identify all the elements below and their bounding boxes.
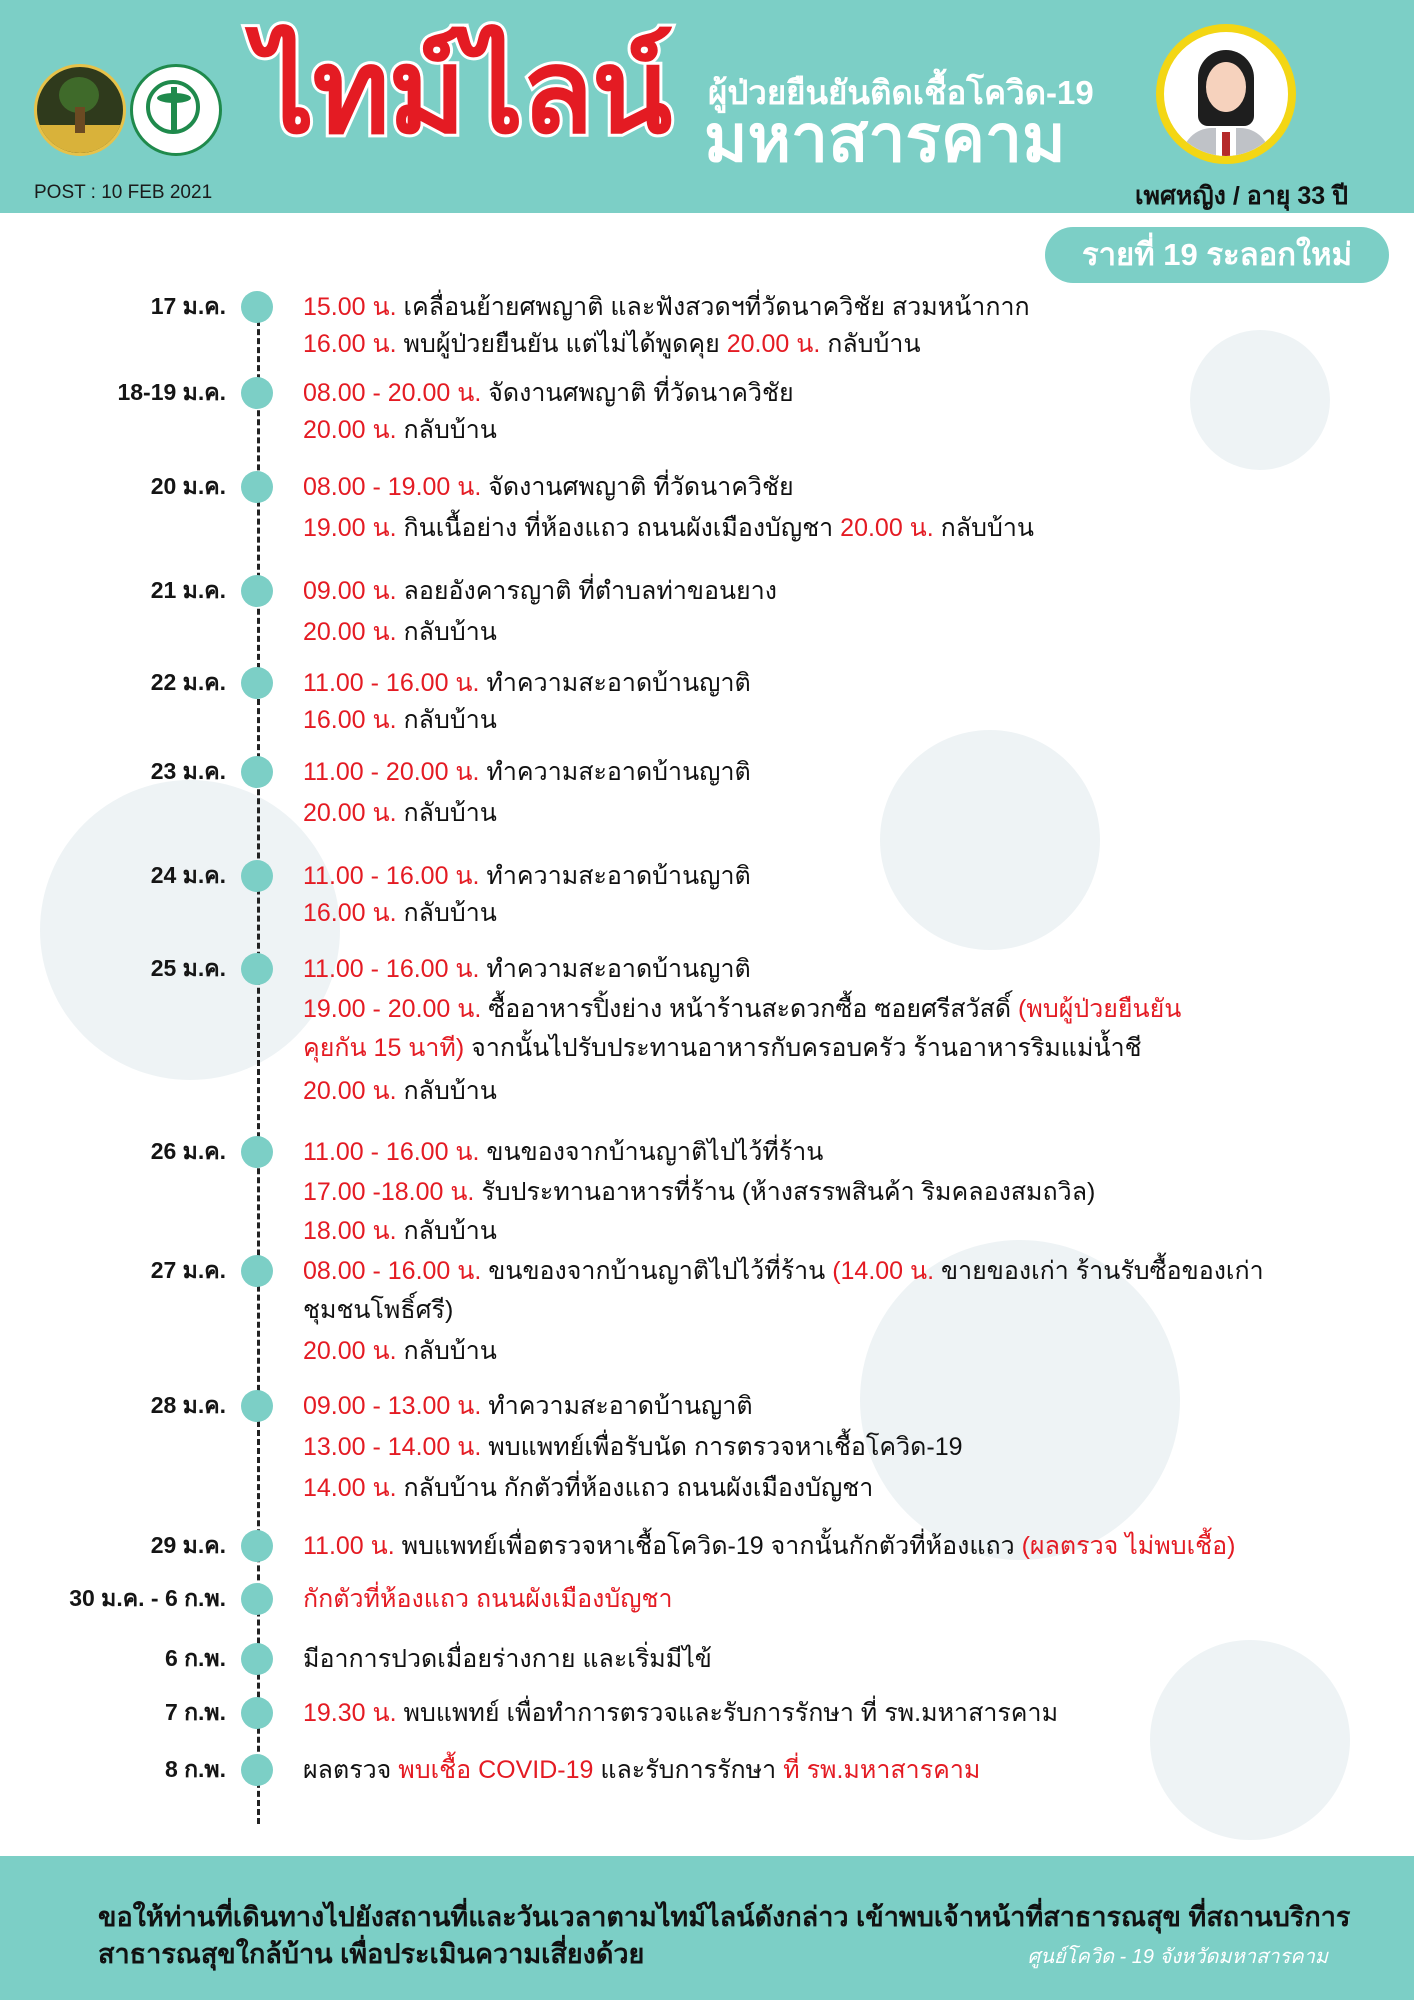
event-text: ซื้ออาหารปิ้งย่าง หน้าร้านสะดวกซื้อ ซอยศรีสวัสดิ์ (481, 995, 1019, 1023)
timeline-event-line (303, 1579, 673, 1619)
event-text: พบผู้ป่วยยืนยัน แต่ไม่ได้พูดคุย (396, 330, 727, 358)
event-text: ทำความสะอาดบ้านญาติ (479, 669, 751, 697)
highlight-text: 20.00 น. (840, 514, 934, 542)
event-text: ขายของเก่า ร้านรับซื้อของเก่า (934, 1257, 1264, 1285)
timeline-event-line (303, 752, 751, 792)
virus-watermark-icon (1190, 330, 1330, 470)
event-text: ผลตรวจ (303, 1756, 399, 1784)
highlight-text: (พบผู้ป่วยยืนยัน (1018, 995, 1182, 1023)
event-text: กลับบ้าน (396, 799, 497, 827)
timeline-date: 17 ม.ค. (150, 293, 226, 319)
page-title: ไทม์ไลน์ (255, 26, 671, 158)
timeline-date: 18-19 ม.ค. (117, 379, 226, 405)
event-text: กินเนื้อย่าง ที่ห้องแถว ถนนผังเมืองบัญชา (396, 514, 841, 542)
timeline-event-line (303, 793, 497, 833)
subtitle-line1: ผู้ป่วยยืนยันติดเชื้อโควิด-19 (708, 74, 1094, 111)
event-text: พบแพทย์เพื่อตรวจหาเชื้อโควิด-19 จากนั้นกักตัวที่ห้องแถว (394, 1532, 1022, 1560)
timeline-event-line (303, 410, 497, 450)
timeline-date: 30 ม.ค. - 6 ก.พ. (69, 1585, 226, 1611)
event-text: จากนั้นไปรับประทานอาหารกับครอบครัว ร้านอาหารริมแม่น้ำชี (464, 1034, 1142, 1062)
timeline-dot (241, 471, 273, 503)
highlight-text: 11.00 - 16.00 น. (303, 1138, 480, 1166)
event-text: กลับบ้าน (396, 1217, 497, 1245)
highlight-text: 11.00 น. (303, 1532, 395, 1560)
event-text: จัดงานศพญาติ ที่วัดนาควิชัย (481, 379, 794, 407)
highlight-text: 20.00 น. (303, 416, 397, 444)
event-text: ทำความสะอาดบ้านญาติ (481, 1392, 753, 1420)
timeline-event-line (303, 1693, 1058, 1733)
event-text: กลับบ้าน (396, 899, 497, 927)
timeline-event-line (303, 989, 1181, 1029)
highlight-text: 16.00 น. (303, 330, 397, 358)
event-text: ลอยอังคารญาติ ที่ตำบลท่าขอนยาง (396, 577, 777, 605)
timeline-date: 8 ก.พ. (164, 1756, 226, 1782)
highlight-text: พบเชื้อ COVID-19 (398, 1756, 594, 1784)
virus-watermark-icon (1150, 1640, 1350, 1840)
event-text: กลับบ้าน (396, 618, 497, 646)
highlight-text: 18.00 น. (303, 1217, 397, 1245)
highlight-text: 14.00 น. (303, 1474, 397, 1502)
event-text: กลับบ้าน (396, 706, 497, 734)
timeline-event-line (303, 467, 794, 507)
timeline-event-line (303, 1290, 453, 1330)
highlight-text: 20.00 น. (303, 1337, 397, 1365)
timeline-dot (241, 1136, 273, 1168)
timeline-date: 23 ม.ค. (150, 758, 226, 784)
timeline-event-line (303, 1750, 980, 1790)
highlight-text: 19.00 - 20.00 น. (303, 995, 482, 1023)
timeline-event-line (303, 1172, 1095, 1212)
timeline-dot (241, 1643, 273, 1675)
timeline-date: 21 ม.ค. (150, 577, 226, 603)
event-text: กลับบ้าน (396, 1077, 497, 1105)
timeline-event-line (303, 1071, 497, 1111)
highlight-text: 08.00 - 16.00 น. (303, 1257, 482, 1285)
event-text: กลับบ้าน (820, 330, 921, 358)
event-text: กลับบ้าน (933, 514, 1034, 542)
timeline-event-line (303, 663, 751, 703)
timeline-date: 26 ม.ค. (150, 1138, 226, 1164)
timeline-dot (241, 1255, 273, 1287)
timeline-date: 24 ม.ค. (150, 862, 226, 888)
timeline-event-line (303, 1526, 1235, 1566)
timeline-event-line (303, 700, 497, 740)
event-text: กลับบ้าน (396, 416, 497, 444)
timeline-event-line (303, 508, 1034, 548)
event-text: กลับบ้าน (396, 1337, 497, 1365)
event-text: และรับการรักษา (593, 1756, 784, 1784)
timeline-dot (241, 377, 273, 409)
post-date: POST : 10 FEB 2021 (34, 182, 213, 203)
timeline-event-line (303, 856, 751, 896)
timeline-date: 29 ม.ค. (150, 1532, 226, 1558)
timeline-date: 22 ม.ค. (150, 669, 226, 695)
timeline-date: 28 ม.ค. (150, 1392, 226, 1418)
timeline-event-line (303, 612, 497, 652)
event-text: ทำความสะอาดบ้านญาติ (479, 862, 751, 890)
highlight-text: 08.00 - 20.00 น. (303, 379, 482, 407)
timeline-dot (241, 1697, 273, 1729)
ministry-of-public-health-logo (130, 64, 222, 156)
timeline-dot (241, 860, 273, 892)
event-text: จัดงานศพญาติ ที่วัดนาควิชัย (481, 473, 794, 501)
timeline-date: 27 ม.ค. (150, 1257, 226, 1283)
highlight-text: 13.00 - 14.00 น. (303, 1433, 482, 1461)
timeline-dot (241, 1530, 273, 1562)
highlight-text: 08.00 - 19.00 น. (303, 473, 482, 501)
timeline-event-line (303, 287, 1030, 327)
timeline-dot (241, 291, 273, 323)
event-text: ทำความสะอาดบ้านญาติ (479, 955, 751, 983)
timeline-date: 6 ก.พ. (164, 1645, 226, 1671)
timeline-dot (241, 1583, 273, 1615)
highlight-text: 20.00 น. (303, 799, 397, 827)
timeline-event-line (303, 1331, 497, 1371)
timeline-event-line (303, 1132, 823, 1172)
timeline-event-line (303, 1639, 712, 1679)
event-text: ทำความสะอาดบ้านญาติ (479, 758, 751, 786)
timeline-dot (241, 1754, 273, 1786)
timeline-event-line (303, 324, 921, 364)
highlight-text: 16.00 น. (303, 706, 397, 734)
event-text: รับประทานอาหารที่ร้าน (ห้างสรรพสินค้า ริมคลองสมถวิล) (474, 1178, 1096, 1206)
event-text: เคลื่อนย้ายศพญาติ และฟังสวดฯที่วัดนาควิชัย สวมหน้ากาก (396, 293, 1030, 321)
timeline-dot (241, 667, 273, 699)
timeline-event-line (303, 1427, 963, 1467)
patient-avatar (1156, 24, 1296, 164)
highlight-text: 19.00 น. (303, 514, 397, 542)
timeline-event-line (303, 1251, 1264, 1291)
highlight-text: กักตัวที่ห้องแถว ถนนผังเมืองบัญชา (303, 1585, 673, 1613)
timeline-event-line (303, 373, 794, 413)
timeline-dot (241, 1390, 273, 1422)
subtitle-line2: มหาสารคาม (704, 101, 1066, 175)
timeline-event-line (303, 1028, 1142, 1068)
timeline-dot (241, 953, 273, 985)
highlight-text: 11.00 - 16.00 น. (303, 862, 480, 890)
footer-notice-line2: สาธารณสุขใกล้บ้าน เพื่อประเมินความเสี่ยงด้วย (98, 1939, 645, 1969)
timeline-event-line (303, 571, 777, 611)
highlight-text: 11.00 - 20.00 น. (303, 758, 480, 786)
highlight-text: 09.00 - 13.00 น. (303, 1392, 482, 1420)
highlight-text: 17.00 -18.00 น. (303, 1178, 475, 1206)
timeline-date: 20 ม.ค. (150, 473, 226, 499)
highlight-text: 20.00 น. (303, 1077, 397, 1105)
highlight-text: 11.00 - 16.00 น. (303, 955, 480, 983)
event-text: มีอาการปวดเมื่อยร่างกาย และเริ่มมีไข้ (303, 1645, 712, 1673)
highlight-text: 20.00 น. (303, 618, 397, 646)
timeline-event-line (303, 1211, 497, 1251)
event-text: ชุมชนโพธิ์ศรี) (303, 1296, 454, 1324)
highlight-text: 11.00 - 16.00 น. (303, 669, 480, 697)
highlight-text: 15.00 น. (303, 293, 397, 321)
timeline-dot (241, 756, 273, 788)
virus-watermark-icon (880, 730, 1100, 950)
event-text: กลับบ้าน กักตัวที่ห้องแถว ถนนผังเมืองบัญชา (396, 1474, 874, 1502)
timeline-event-line (303, 949, 751, 989)
highlight-text: 09.00 น. (303, 577, 397, 605)
event-text: ขนของจากบ้านญาติไปไว้ที่ร้าน (481, 1257, 833, 1285)
timeline-date: 25 ม.ค. (150, 955, 226, 981)
timeline-event-line (303, 1386, 753, 1426)
virus-watermark-icon (40, 780, 340, 1080)
footer-notice-line1: ขอให้ท่านที่เดินทางไปยังสถานที่และวันเวลาตามไทม์ไลน์ดังกล่าว เข้าพบเจ้าหน้าที่สาธารณสุข ที่สถานบริการ (98, 1902, 1351, 1932)
case-badge: รายที่ 19 ระลอกใหม่ (1045, 227, 1389, 283)
event-text: พบแพทย์เพื่อรับนัด การตรวจหาเชื้อโควิด-19 (481, 1433, 963, 1461)
timeline-event-line (303, 893, 497, 933)
timeline-dot (241, 575, 273, 607)
highlight-text: คุยกัน 15 นาที) (303, 1034, 465, 1062)
event-text: ขนของจากบ้านญาติไปไว้ที่ร้าน (479, 1138, 824, 1166)
event-text: พบแพทย์ เพื่อทำการตรวจและรับการรักษา ที่ รพ.มหาสารคาม (396, 1699, 1059, 1727)
timeline-event-line (303, 1468, 873, 1508)
highlight-text: 16.00 น. (303, 899, 397, 927)
highlight-text: (14.00 น. (832, 1257, 935, 1285)
provincial-seal-logo (34, 64, 126, 156)
timeline-date: 7 ก.พ. (164, 1699, 226, 1725)
highlight-text: ที่ รพ.มหาสารคาม (783, 1756, 981, 1784)
gender-age: เพศหญิง / อายุ 33 ปี (1135, 182, 1348, 210)
highlight-text: 19.30 น. (303, 1699, 397, 1727)
footer-credit: ศูนย์โควิด - 19 จังหวัดมหาสารคาม (1027, 1946, 1328, 1968)
highlight-text: (ผลตรวจ ไม่พบเชื้อ) (1021, 1532, 1236, 1560)
highlight-text: 20.00 น. (726, 330, 821, 358)
